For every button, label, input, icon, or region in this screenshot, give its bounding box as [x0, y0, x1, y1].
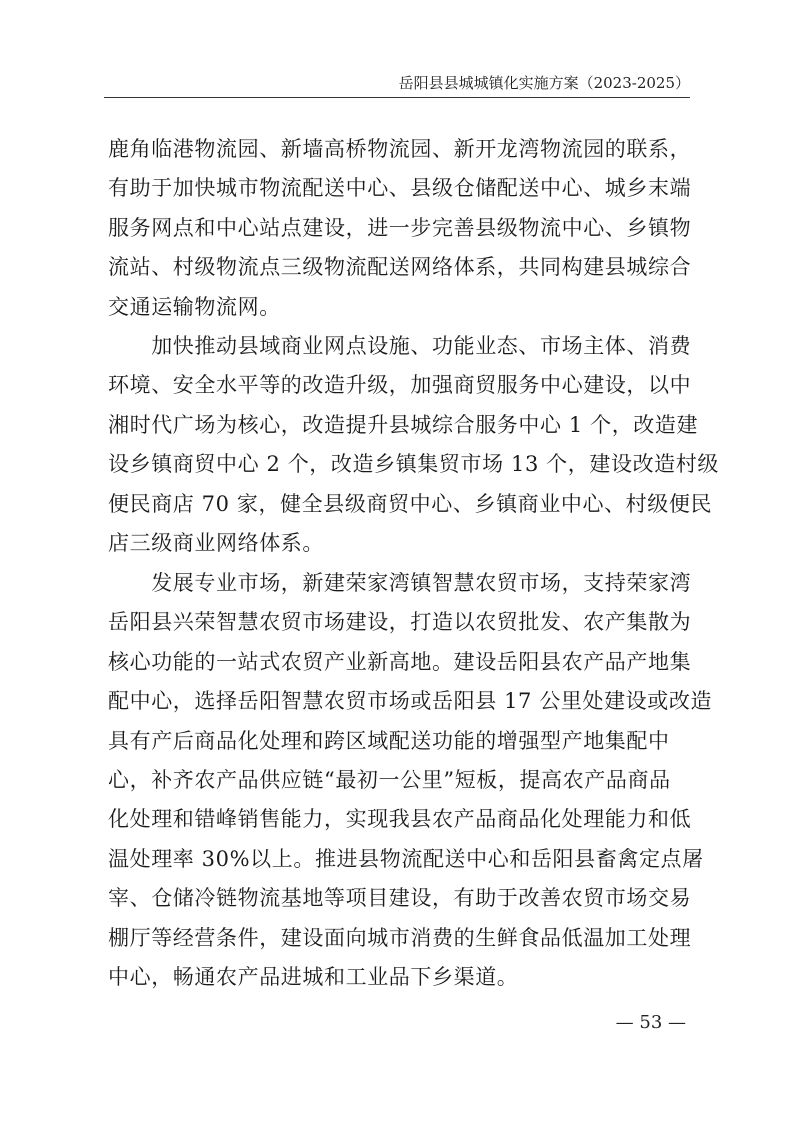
header-divider — [104, 97, 690, 98]
text-line: 服务网点和中心站点建设，进一步完善县级物流中心、乡镇物 — [108, 215, 692, 240]
text-line: 具有产后商品化处理和跨区域配送功能的增强型产地集配中 — [108, 728, 670, 753]
paragraph-commerce — [108, 327, 719, 563]
paragraph-markets — [108, 564, 713, 997]
text-line: 流站、村级物流点三级物流配送网络体系，共同构建县城综合 — [108, 255, 692, 280]
text-line: 交通运输物流网。 — [108, 294, 281, 319]
text-line: 便民商店 70 家，健全县级商贸中心、乡镇商业中心、村级便民 — [108, 491, 713, 516]
text-line: 化处理和错峰销售能力，实现我县农产品商品化处理能力和低 — [108, 807, 692, 832]
text-line: 宰、仓储冷链物流基地等项目建设，有助于改善农贸市场交易 — [108, 886, 692, 911]
text-line: 棚厅等经营条件，建设面向城市消费的生鲜食品低温加工处理 — [108, 925, 692, 950]
text-line: 发展专业市场，新建荣家湾镇智慧农贸市场，支持荣家湾 — [108, 571, 692, 595]
text-line: 配中心，选择岳阳智慧农贸市场或岳阳县 17 公里处建设或改造 — [108, 689, 713, 714]
text-line: 温处理率 30%以上。推进县物流配送中心和岳阳县畜禽定点屠 — [108, 846, 704, 871]
text-line: 店三级商业网络体系。 — [108, 530, 324, 555]
text-line: 有助于加快城市物流配送中心、县级仓储配送中心、城乡末端 — [108, 176, 692, 201]
text-line: 岳阳县兴荣智慧农贸市场建设，打造以农贸批发、农产集散为 — [108, 610, 692, 635]
text-line: 心，补齐农产品供应链“最初一公里”短板，提高农产品商品 — [108, 767, 671, 792]
text-line: 中心，畅通农产品进城和工业品下乡渠道。 — [108, 964, 519, 989]
text-line: 核心功能的一站式农贸产业新高地。建设岳阳县农产品产地集 — [108, 649, 692, 674]
paragraph-logistics — [108, 130, 693, 327]
page-number: — 53 — — [615, 1012, 686, 1033]
header-title: 岳阳县县城城镇化实施方案（2023-2025） — [398, 74, 690, 92]
text-line: 环境、安全水平等的改造升级，加强商贸服务中心建设，以中 — [108, 373, 692, 398]
text-line: 鹿角临港物流园、新墙高桥物流园、新开龙湾物流园的联系， — [108, 137, 692, 161]
text-line: 设乡镇商贸中心 2 个，改造乡镇集贸市场 13 个，建设改造村级 — [108, 452, 719, 477]
text-line: 湘时代广场为核心，改造提升县城综合服务中心 1 个，改造建 — [108, 412, 699, 437]
text-line: 加快推动县域商业网点设施、功能业态、市场主体、消费 — [108, 334, 692, 358]
running-header — [104, 70, 690, 96]
